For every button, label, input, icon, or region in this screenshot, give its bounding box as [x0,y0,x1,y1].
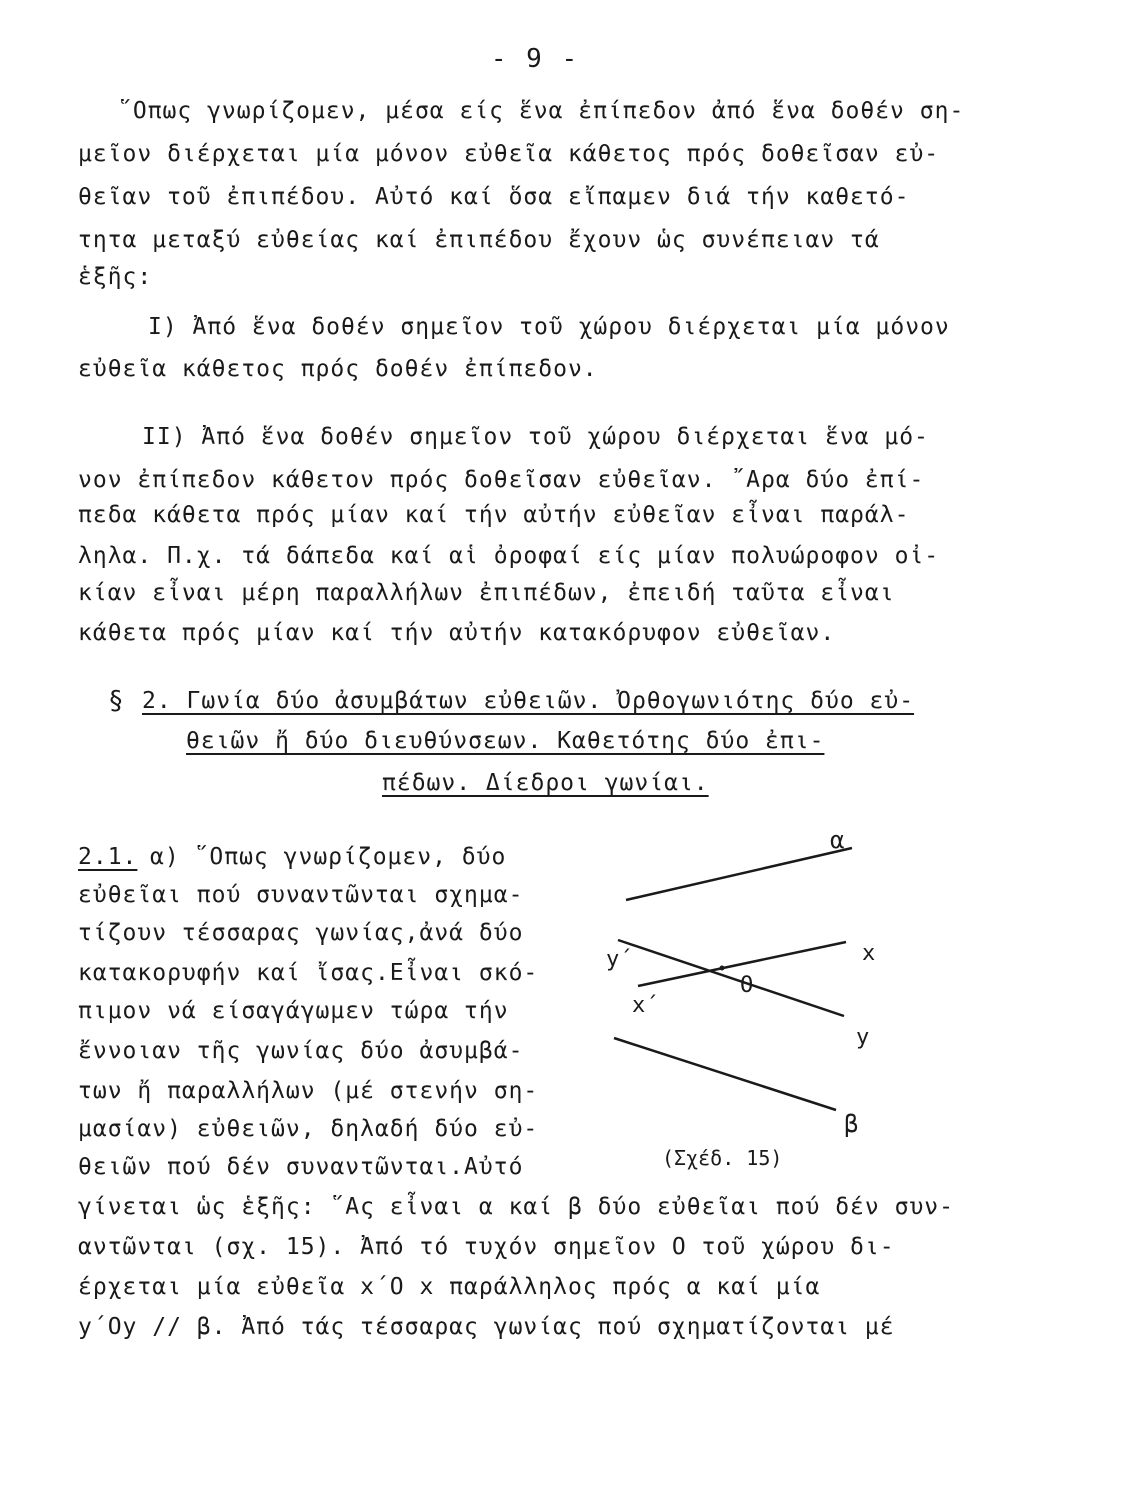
item2-line-6: κάθετα πρός μίαν καί τήν αὐτήν κατακόρυφον εὐθεῖαν. [78,620,836,646]
item1-line-2: εὐθεῖα κάθετος πρός δοθέν ἐπίπεδον. [78,356,598,382]
label-y-prime: y΄ [606,947,633,972]
para-left-line-6: των ἤ παραλλήλων (μέ στενήν ση- [78,1078,539,1104]
label-x: x [862,941,876,966]
item2-line-1: II) Ἀπό ἕνα δοθέν σημεῖον τοῦ χώρου διέρχεται ἕνα μό- [142,424,929,450]
section-heading-line-3: πέδων. Δίεδροι γωνίαι. [382,770,709,796]
para-left-line-4: πιμον νά είσαγάγωμεν τώρα τήν [78,998,509,1024]
section-heading-line-2: θειῶν ἤ δύο διευθύνσεων. Καθετότης δύο ἐπι- [186,728,825,754]
label-b: β [844,1110,859,1138]
line-b [614,1038,836,1110]
intro-line-3: θεῖαν τοῦ ἐπιπέδου. Αὐτό καί ὅσα εἴπαμεν διά τήν καθετό- [78,184,910,210]
line-a [626,848,852,900]
item2-line-4: ληλα. Π.χ. τά δάπεδα καί αἱ ὀροφαί είς μίαν πολυώροφον οἰ- [78,543,940,569]
item2-line-3: πεδα κάθετα πρός μίαν καί τήν αὐτήν εὐθεῖαν εἶναι παράλ- [78,502,910,528]
para-left-line-7: μασίαν) εὐθειῶν, δηλαδή δύο εὐ- [78,1116,539,1142]
section-heading-line-1: 2. Γωνία δύο ἀσυμβάτων εὐθειῶν. Ὀρθογωνιότης δύο εὐ- [142,688,915,714]
para-left-line-1: εὐθεῖαι πού συναντῶνται σχημα- [78,882,524,908]
point-o [720,966,725,971]
item1-line-1: I) Ἀπό ἕνα δοθέν σημεῖον τοῦ χώρου διέρχεται μία μόνον [148,314,950,340]
intro-line-4: τητα μεταξύ εὐθείας καί ἐπιπέδου ἔχουν ὡς συνέπειαν τά [78,227,880,253]
para-left-line-5: ἔννοιαν τῆς γωνίας δύο ἀσυμβά- [78,1038,524,1064]
para-left-line-3: κατακορυφήν καί ἴσας.Εἶναι σκό- [78,960,539,986]
label-y: y [856,1025,870,1050]
figure-caption: (Σχέδ. 15) [662,1146,783,1170]
label-o: O [740,973,754,998]
para-full-line-1: γίνεται ὡς ἑξῆς: ῞Ας εἶναι α καί β δύο εὐθεῖαι πού δέν συν- [78,1194,954,1220]
para-full-line-4: y΄Oy // β. Ἀπό τάς τέσσαρας γωνίας πού σχηματίζονται μέ [78,1314,895,1340]
figure-15 [590,820,890,1140]
item2-line-5: κίαν εἶναι μέρη παραλλήλων ἐπιπέδων, ἐπειδή ταῦτα εἶναι [78,580,895,606]
item2-line-2: νον ἐπίπεδον κάθετον πρός δοθεῖσαν εὐθεῖαν. ῎Αρα δύο ἐπί- [78,467,925,493]
para-full-line-3: έρχεται μία εὐθεῖα x΄Ο x παράλληλος πρός α καί μία [78,1274,821,1300]
para-label: 2.1. [78,844,138,870]
intro-line-2: μεῖον διέρχεται μία μόνον εὐθεῖα κάθετος πρός δοθεῖσαν εὐ- [78,141,940,167]
para-first-line: α) ῞Οπως γνωρίζομεν, δύο [150,844,507,870]
intro-line-5: ἑξῆς: [78,264,153,290]
para-left-line-2: τίζουν τέσσαρας γωνίας,ἀνά δύο [78,920,524,946]
page-number: - 9 - [490,44,580,74]
intro-line-1: ῞Οπως γνωρίζομεν, μέσα είς ἕνα ἐπίπεδον ἀπό ἕνα δοθέν ση- [118,98,965,124]
section-mark: § [108,686,125,716]
para-full-line-2: αντῶνται (σχ. 15). Ἀπό τό τυχόν σημεῖον Ο τοῦ χώρου δι- [78,1234,895,1260]
para-left-line-8: θειῶν πού δέν συναντῶνται.Αὐτό [78,1154,524,1180]
label-a: α [830,826,845,854]
label-x-prime: x΄ [632,993,659,1018]
